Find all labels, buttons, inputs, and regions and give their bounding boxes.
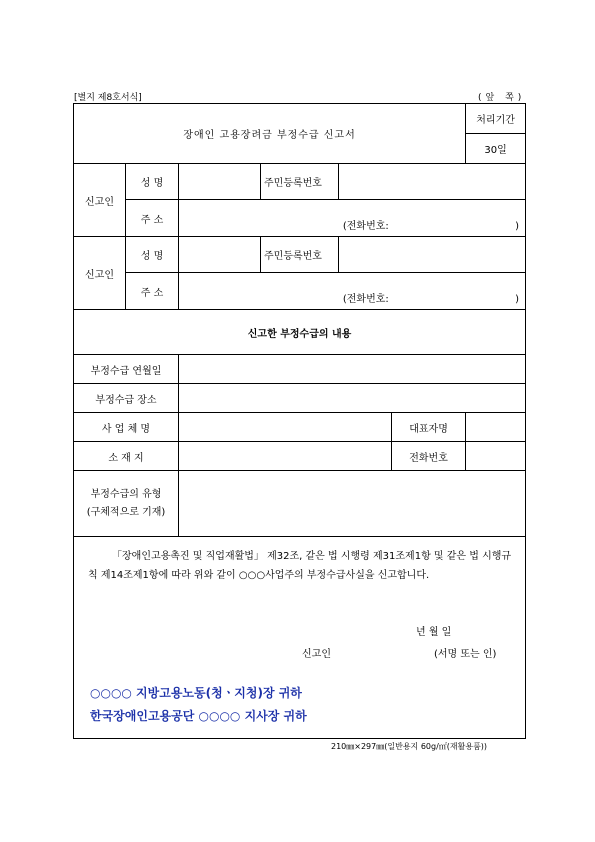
location-field[interactable] [179,442,392,471]
paper-spec: 210㎜×297㎜(일반용지 60g/㎡(재활용품)) [331,742,488,751]
signature-note[interactable]: (서명 또는 인) [434,649,497,660]
section-title: 신고한 부정수급의 내용 [74,310,526,355]
address-label: 주 소 [126,200,179,237]
phone-label: (전화번호: [342,294,389,305]
phone-close: ) [515,294,520,305]
ceo-name-label: 대표자명 [392,413,466,442]
fraud-date-field[interactable] [179,355,526,384]
page-side: (앞 쪽) [478,93,526,103]
fraud-type-label-line1: 부정수급의 유형 [90,488,162,500]
name-label: 성 명 [126,237,179,273]
address-field[interactable] [179,200,526,237]
declaration-text: 「장애인고용촉진 및 직업재활법」 제32조, 같은 법 시행령 제31조제1항 및 같은 법 시행규칙 제14조제1항에 따라 위와 같이 ○○○사업주의 부정수급사실을 신고합니다. [88,551,512,581]
form-title: 장애인 고용장려금 부정수급 신고서 [74,104,466,164]
rrn-label: 주민등록번호 [261,237,339,273]
addressee-kead: 한국장애인고용공단 ○○○○ 지사장 귀하 [90,709,307,723]
processing-period-value: 30일 [466,134,526,164]
phone-close: ) [515,221,520,232]
company-name-field[interactable] [179,413,392,442]
declaration-block [74,537,526,739]
address-label: 주 소 [126,273,179,310]
name-label: 성 명 [126,164,179,200]
fraud-type-label [74,471,179,537]
fraud-date-label: 부정수급 연월일 [74,355,179,384]
report-form [73,103,526,739]
form-number: [별지 제8호서식] [74,93,142,103]
company-name-label: 사 업 체 명 [74,413,179,442]
company-phone-label: 전화번호 [392,442,466,471]
ceo-name-field[interactable] [466,413,526,442]
fraud-type-field[interactable] [179,471,526,537]
name-field[interactable] [179,237,261,273]
fraud-type-label-line2: (구체적으로 기재) [86,506,166,518]
date-line[interactable]: 년 월 일 [416,627,452,638]
address-field[interactable] [179,273,526,310]
reporter-label: 신고인 [74,237,126,310]
signer-label: 신고인 [302,649,331,660]
rrn-label: 주민등록번호 [261,164,339,200]
location-label: 소 재 지 [74,442,179,471]
rrn-field[interactable] [339,237,526,273]
company-phone-field[interactable] [466,442,526,471]
fraud-place-label: 부정수급 장소 [74,384,179,413]
name-field[interactable] [179,164,261,200]
addressee-labor-office: ○○○○ 지방고용노동(청ㆍ지청)장 귀하 [90,686,302,700]
fraud-place-field[interactable] [179,384,526,413]
reporter-label: 신고인 [74,164,126,237]
processing-period-label: 처리기간 [466,104,526,134]
phone-label: (전화번호: [342,221,389,232]
rrn-field[interactable] [339,164,526,200]
